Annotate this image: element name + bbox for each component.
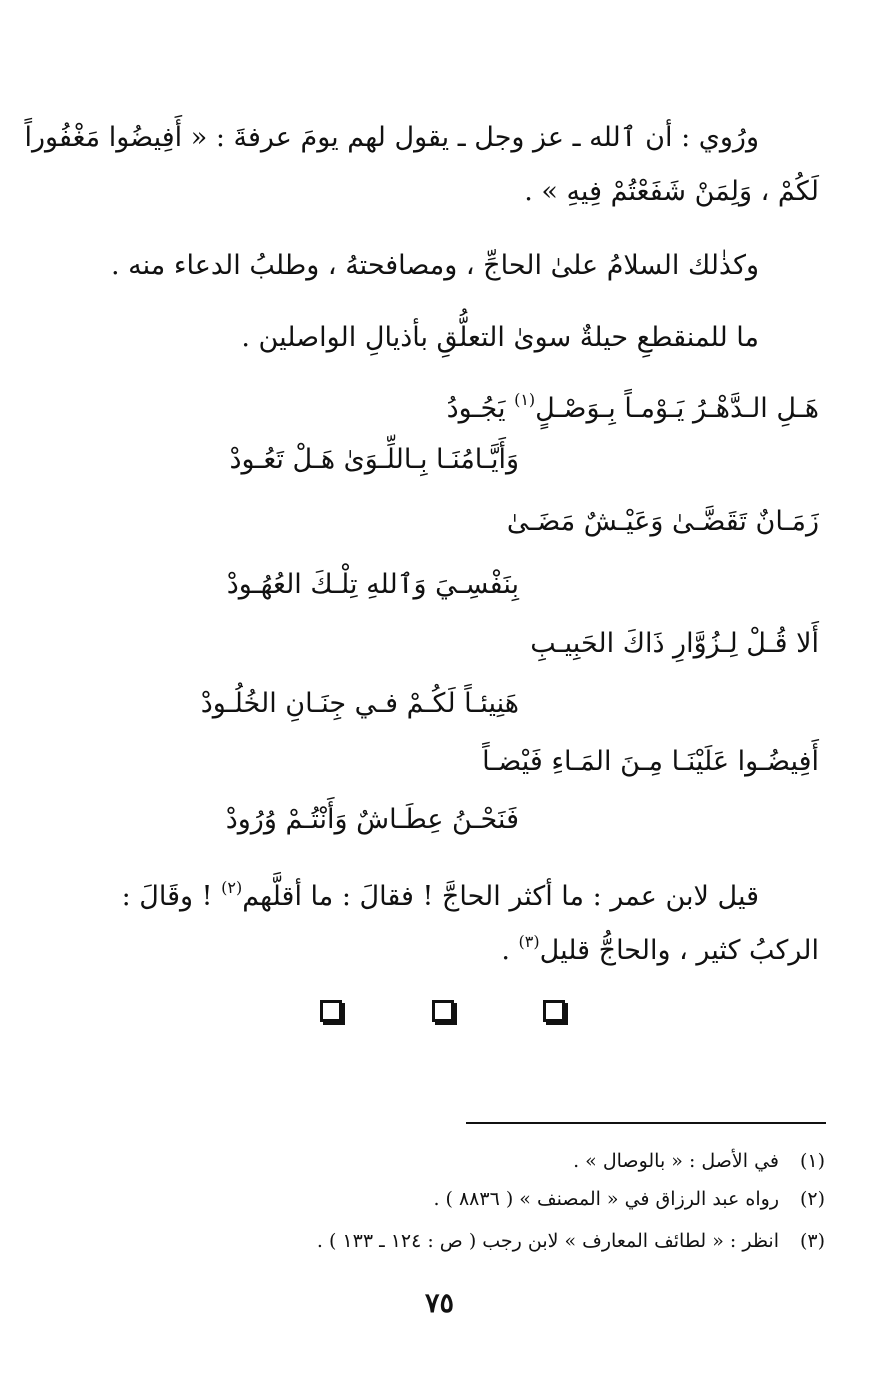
section-divider xyxy=(320,1000,565,1032)
closing-line-2-text: الركبُ كثير ، والحاجُّ قليل xyxy=(539,935,819,966)
poem-line-2: وَأَيَّـامُنَـا بِـاللِّـوَىٰ هَـلْ تَعُـودْ xyxy=(229,444,519,475)
closing-line-2-end: . xyxy=(501,935,510,966)
paragraph-1-line-2: لَكُمْ ، وَلِمَنْ شَفَعْتُمْ فِيهِ » . xyxy=(524,176,819,207)
paragraph-2: وكذٰلك السلامُ علىٰ الحاجِّ ، ومصافحتهُ ، وطلبُ الدعاء منه . xyxy=(111,250,759,281)
footnote-ref-3: (٣) xyxy=(518,932,540,951)
poem-line-7: أَفِيضُـوا عَلَيْنَـا مِـنَ المَـاءِ فَيْضـاً xyxy=(482,746,819,777)
footnote-1-number: (١) xyxy=(799,1150,825,1172)
paragraph-1-line-1: ورُوي : أن ٱلله ـ عز وجل ـ يقول لهم يومَ عرفةَ : « أَفِيضُوا مَغْفُوراً xyxy=(24,122,759,153)
closing-line-1 xyxy=(59,868,759,917)
paragraph-3: ما للمنقطعِ حيلةٌ سوىٰ التعلُّقِ بأذيالِ الواصلين . xyxy=(241,322,759,353)
poem-line-5: أَلا قُـلْ لِـزُوَّارِ ذَاكَ الحَبِيـبِ xyxy=(530,628,819,659)
footnote-1 xyxy=(573,1146,825,1176)
page-number: ٧٥ xyxy=(424,1288,454,1319)
footnote-2 xyxy=(433,1184,825,1214)
footnote-2-number: (٢) xyxy=(799,1188,825,1210)
closing-line-1-text: قيل لابن عمر : ما أكثر الحاجَّ ! فقالَ : ما أقلَّهم xyxy=(242,881,759,912)
poem-line-3: زَمَـانٌ تَقَضَّـىٰ وَعَيْـشٌ مَضَـىٰ xyxy=(506,506,819,537)
footnote-ref-1: (١) xyxy=(514,390,536,409)
footnote-1-text: في الأصل : « بالوصال » . xyxy=(573,1150,779,1172)
footnote-3 xyxy=(317,1226,825,1256)
poem-line-4: بِنَفْسِـيَ وَٱللهِ تِلْـكَ العُهُـودْ xyxy=(226,569,519,600)
square-ornament-icon xyxy=(432,1000,454,1022)
footnote-3-text: انظر : « لطائف المعارف » لابن رجب ( ص : ١٢٤ ـ ١٣٣ ) . xyxy=(316,1230,779,1252)
poem-line-1-end: يَجُـودُ xyxy=(446,393,506,424)
footnote-3-number: (٣) xyxy=(799,1230,825,1252)
poem-line-1 xyxy=(59,380,819,429)
footnote-rule xyxy=(466,1122,826,1124)
square-ornament-icon xyxy=(543,1000,565,1022)
footnote-ref-2: (٢) xyxy=(221,878,243,897)
poem-line-6: هَنِيئـاً لَكُـمْ فـي جِنَـانِ الخُلُـودْ xyxy=(200,688,519,719)
footnote-2-text: رواه عبد الرزاق في « المصنف » ( ٨٨٣٦ ) . xyxy=(433,1188,779,1210)
closing-line-2 xyxy=(59,922,819,971)
poem-line-8: فَنَحْـنُ عِطَـاشٌ وَأَنْتُـمْ وُرُودْ xyxy=(225,804,519,835)
closing-line-1-end: ! وقَالَ : xyxy=(121,881,213,912)
square-ornament-icon xyxy=(320,1000,342,1022)
poem-line-1-text: هَـلِ الـدَّهْـرُ يَـوْمـاً بِـوَصْـلٍ xyxy=(535,393,819,424)
